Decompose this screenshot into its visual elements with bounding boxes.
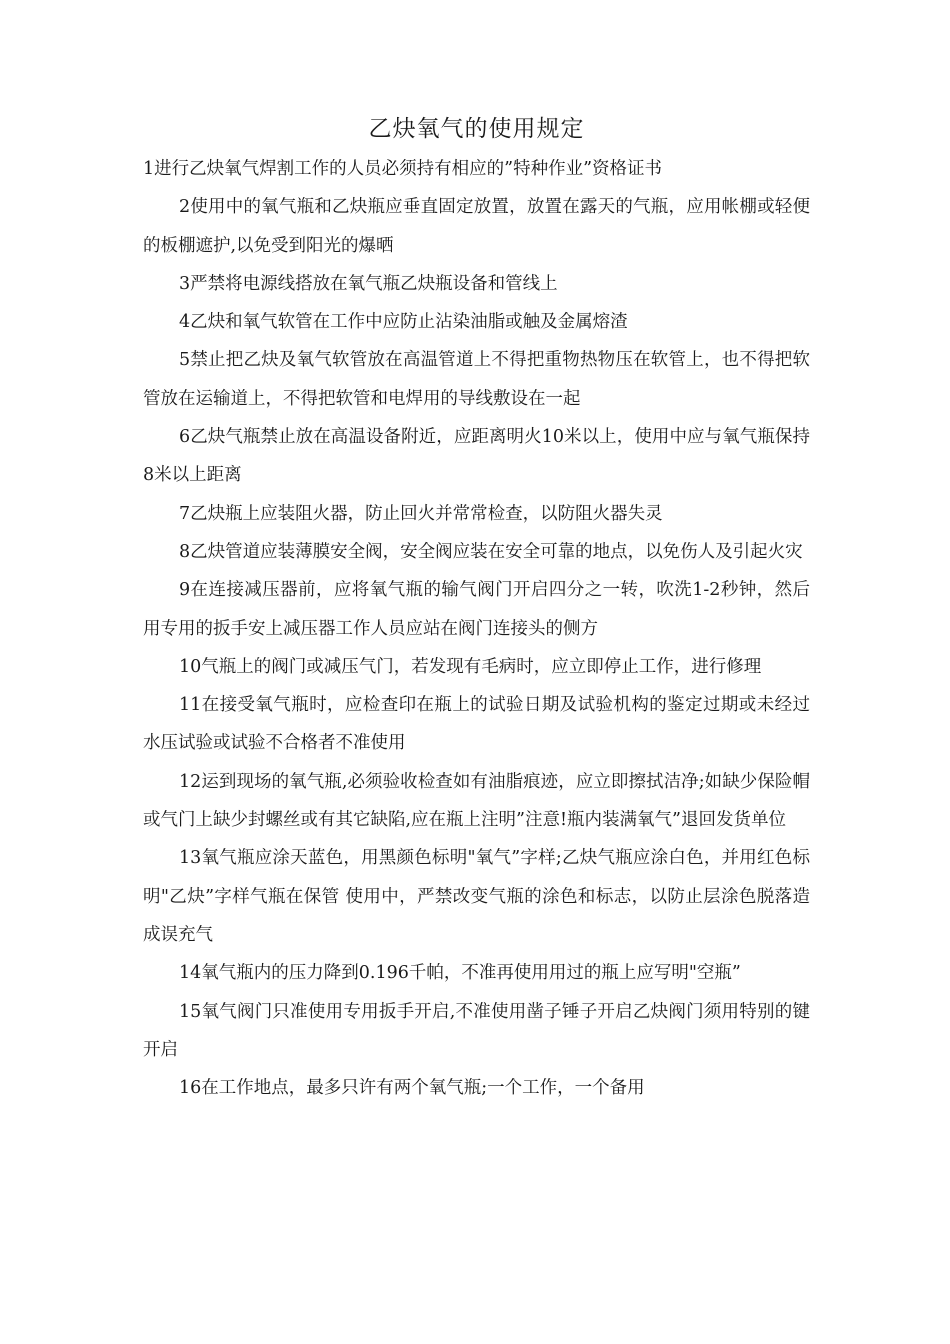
document-title: 乙炔氧气的使用规定 — [368, 116, 585, 142]
rule-item: 9在连接减压器前，应将氧气瓶的输气阀门开启四分之一转，吹洗1-2秒钟，然后用专用的扳手安上减压器工作人员应站在阀门连接头的侧方 — [143, 580, 810, 639]
rule-item: 1进行乙炔氧气焊割工作的人员必须持有相应的”特种作业”资格证书 — [143, 159, 663, 179]
rule-item: 15氧气阀门只准使用专用扳手开启,不准使用凿子锤子开启乙炔阀门须用特别的键开启 — [143, 1001, 810, 1060]
rule-item: 14氧气瓶内的压力降到0.196千帕，不准再使用用过的瓶上应写明"空瓶” — [179, 963, 741, 984]
rule-item: 12运到现场的氧气瓶,必须验收检查如有油脂痕迹，应立即擦拭洁净;如缺少保险帽或气门上缺少封螺丝或有其它缺陷,应在瓶上注明”注意!瓶内装满氧气”退回发货单位 — [143, 771, 810, 831]
rule-item: 11在接受氧气瓶时，应检查印在瓶上的试验日期及试验机构的鉴定过期或未经过水压试验或试验不合格者不准使用 — [143, 695, 810, 754]
rule-item: 6乙炔气瓶禁止放在高温设备附近，应距离明火10米以上，使用中应与氧气瓶保持8米以上距离 — [143, 427, 810, 486]
rule-item: 16在工作地点，最多只许有两个氧气瓶;一个工作，一个备用 — [179, 1078, 645, 1099]
rule-item: 2使用中的氧气瓶和乙炔瓶应垂直固定放置，放置在露天的气瓶，应用帐棚或轻便的板棚遮护,以免受到阳光的爆晒 — [143, 197, 810, 256]
rule-item: 4乙炔和氧气软管在工作中应防止沾染油脂或触及金属熔渣 — [179, 312, 628, 333]
rule-item: 7乙炔瓶上应装阻火器，防止回火并常常检查，以防阻火器失灵 — [179, 503, 663, 524]
rule-item: 5禁止把乙炔及氧气软管放在高温管道上不得把重物热物压在软管上，也不得把软管放在运输道上，不得把软管和电焊用的导线敷设在一起 — [143, 350, 810, 409]
rule-item: 3严禁将电源线搭放在氧气瓶乙炔瓶设备和管线上 — [179, 273, 558, 294]
rule-item: 8乙炔管道应装薄膜安全阀，安全阀应装在安全可靠的地点，以免伤人及引起火灾 — [179, 541, 803, 562]
rule-item: 10气瓶上的阀门或减压气门，若发现有毛病时，应立即停止工作，进行修理 — [179, 656, 762, 677]
rules-list — [143, 150, 810, 1107]
rule-item: 13氧气瓶应涂天蓝色，用黑颜色标明"氧气”字样;乙炔气瓶应涂白色，并用红色标明"乙炔”字样气瓶在保管 使用中，严禁改变气瓶的涂色和标志，以防止层涂色脱落造成误充气 — [143, 848, 810, 945]
